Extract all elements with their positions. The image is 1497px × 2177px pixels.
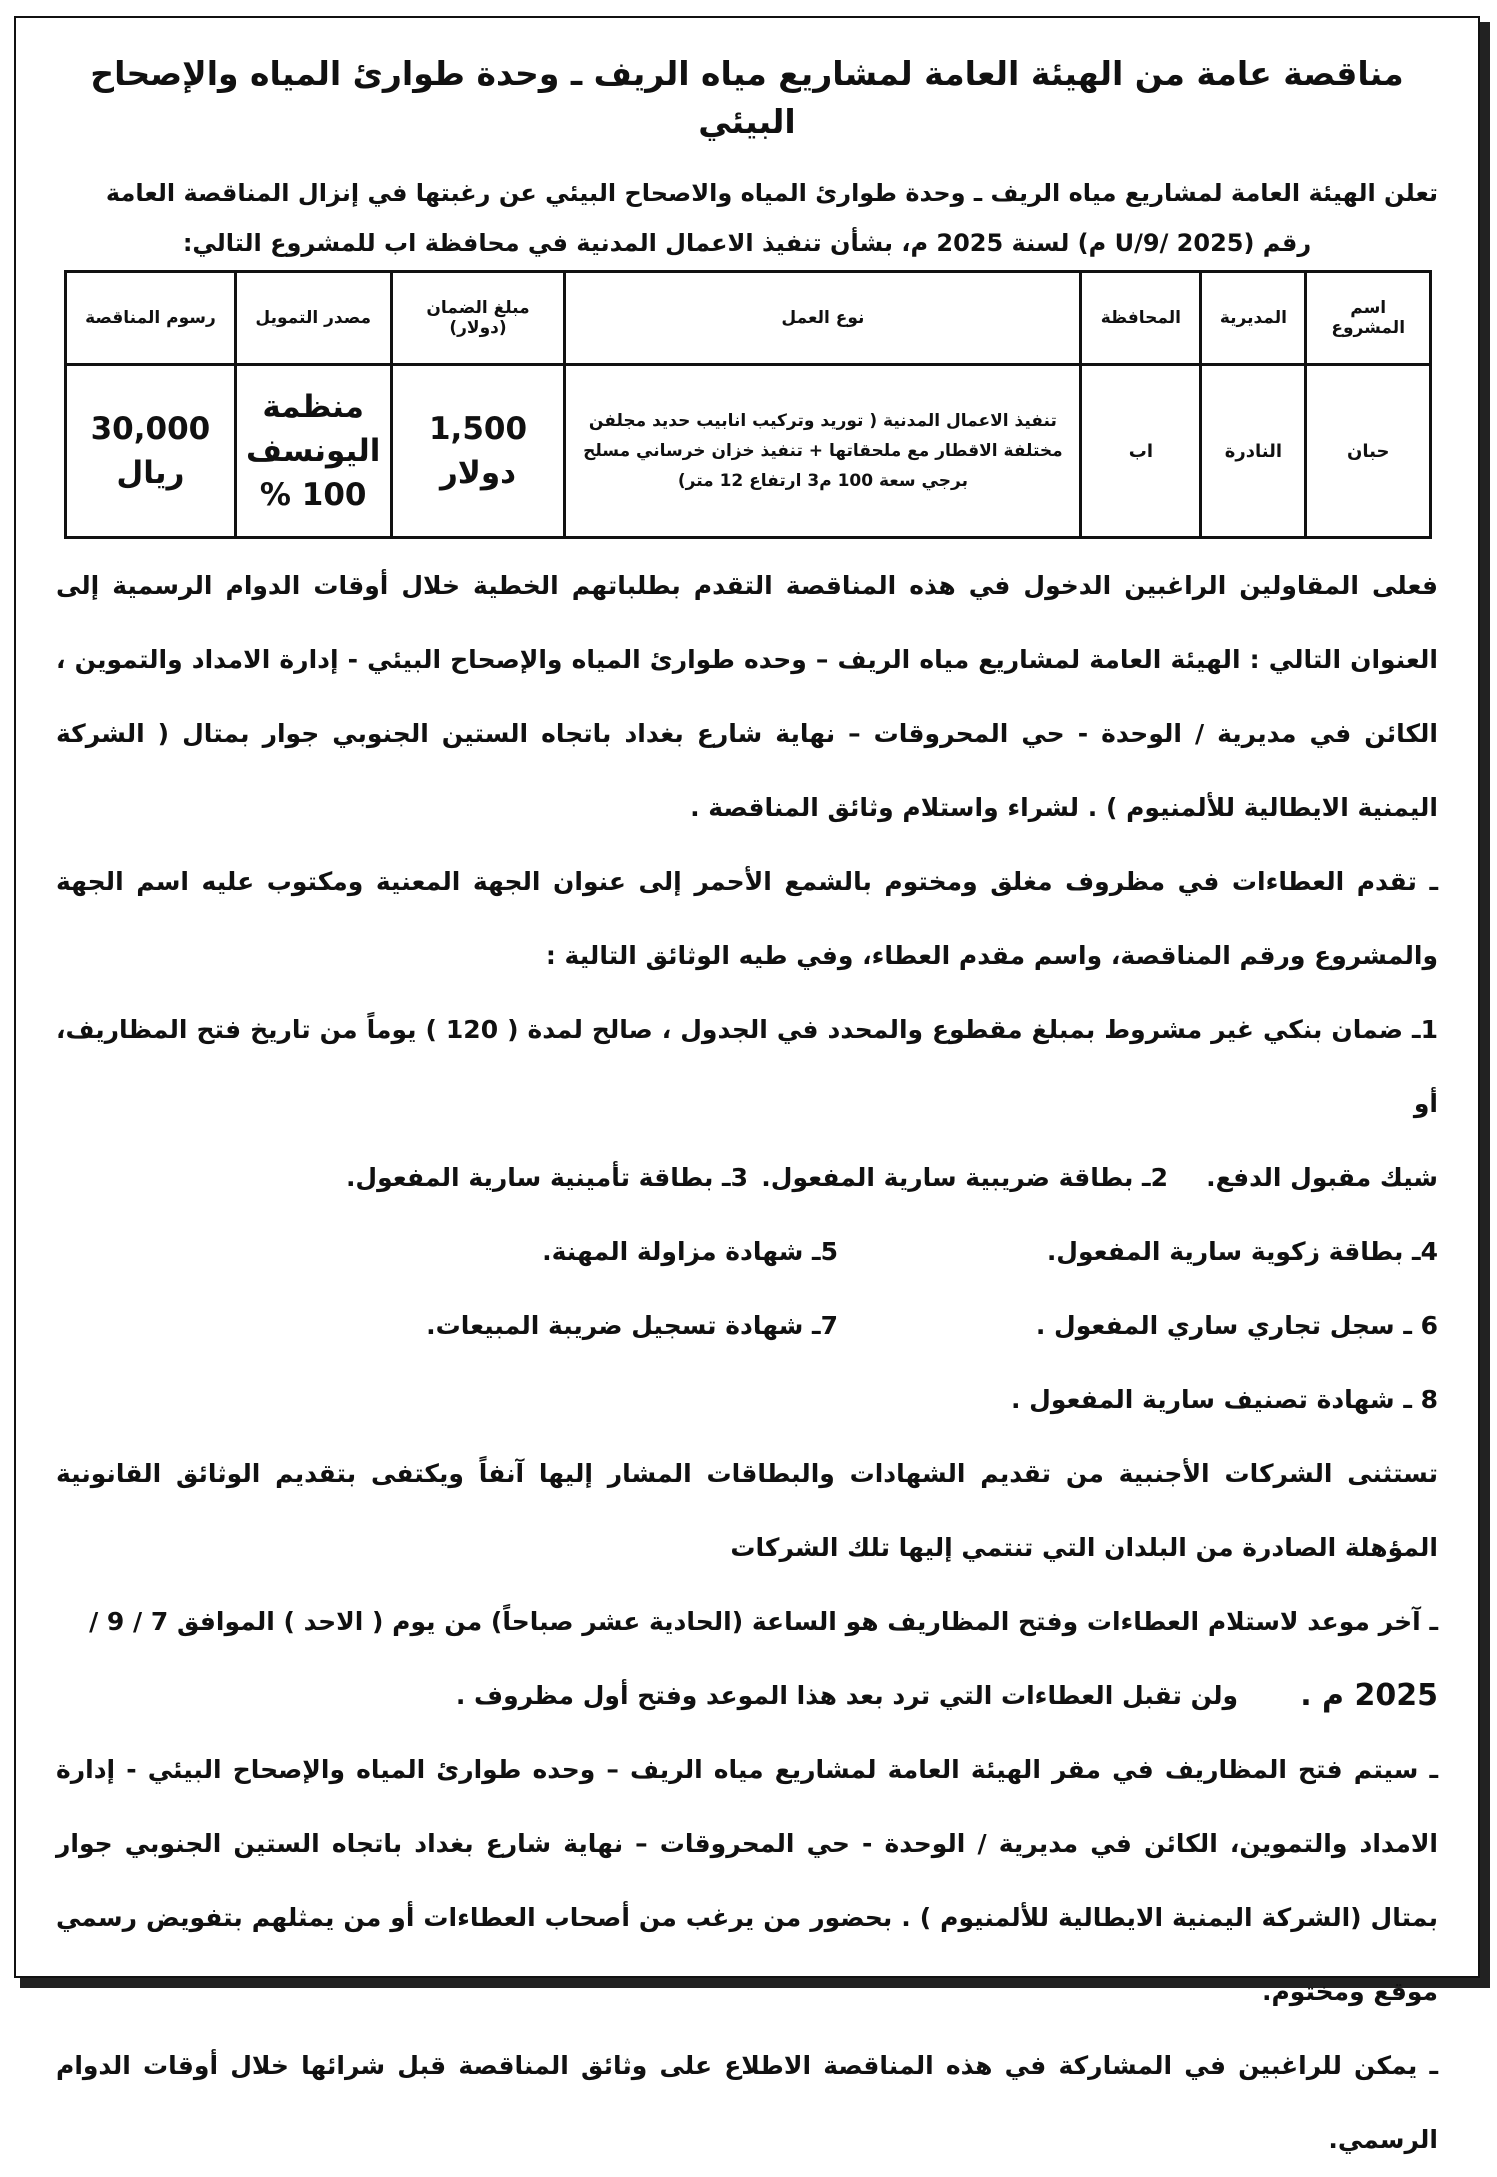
cell-guarantee: 1,500 دولار bbox=[391, 365, 565, 538]
intro-line-1: تعلن الهيئة العامة لمشاريع مياه الريف ـ وحدة طوارئ المياه والاصحاح البيئي عن رغبتها في إنزال المناقصة العامة bbox=[105, 179, 1438, 207]
table-row bbox=[66, 365, 1431, 538]
doc-item-2: 2ـ بطاقة ضريبية سارية المفعول. bbox=[761, 1163, 1168, 1192]
header-funding: مصدر التمويل bbox=[235, 272, 391, 365]
deadline-year: 2025 م . bbox=[1300, 1678, 1438, 1713]
paragraph-opening-envelopes: ـ سيتم فتح المظاريف في مقر الهيئة العامة لمشاريع مياه الريف – وحده طوارئ المياه والإصحاح البيئي - إدارة الامداد والتموين، الكائن في مديرية / الوحدة - حي المحروقات – نهاية شارع بغداد باتجاه الستين الجنوبي جوار بمتال (الشركة اليمنية الايطالية للألمنيوم ) . بحضور من يرغب من أصحاب العطاءات أو من يمثلهم بتفويض رسمي موقع ومختوم. bbox=[56, 1755, 1438, 2006]
doc-item-5: 5ـ شهادة مزاولة المهنة. bbox=[542, 1237, 838, 1266]
deadline-note: ولن تقبل العطاءات التي ترد بعد هذا الموعد وفتح أول مظروف . bbox=[455, 1681, 1238, 1710]
cell-funding: منظمة اليونسف 100 % bbox=[235, 365, 391, 538]
doc-item-4: 4ـ بطاقة زكوية سارية المفعول. bbox=[1046, 1237, 1438, 1266]
header-district: المديرية bbox=[1201, 272, 1306, 365]
header-project: اسم المشروع bbox=[1306, 272, 1431, 365]
doc-row-4 bbox=[56, 1363, 1438, 1437]
table-header-row bbox=[66, 272, 1431, 365]
doc-item-1: 1ـ ضمان بنكي غير مشروط بمبلغ مقطوع والمحدد في الجدول ، صالح لمدة ( 120 ) يوماً من تاريخ فتح المظاريف، أو bbox=[56, 1015, 1438, 1118]
doc-item-6: 6 ـ سجل تجاري ساري المفعول . bbox=[1035, 1311, 1438, 1340]
cell-governorate: اب bbox=[1081, 365, 1201, 538]
header-fees: رسوم المناقصة bbox=[66, 272, 236, 365]
document-content bbox=[56, 38, 1438, 2177]
tender-table bbox=[64, 270, 1432, 539]
header-guarantee: مبلغ الضمان (دولار) bbox=[391, 272, 565, 365]
doc-row-1 bbox=[56, 1141, 1438, 1215]
header-work-type: نوع العمل bbox=[565, 272, 1081, 365]
doc-item-3: 3ـ بطاقة تأمينية سارية المفعول. bbox=[345, 1163, 748, 1192]
doc-item-8: 8 ـ شهادة تصنيف سارية المفعول . bbox=[1010, 1385, 1438, 1414]
paragraph-deadline: ـ آخر موعد لاستلام العطاءات وفتح المظاريف هو الساعة (الحادية عشر صباحاً) من يوم ( الاحد ) الموافق 7 / 9 / bbox=[89, 1607, 1438, 1636]
header-governorate: المحافظة bbox=[1081, 272, 1201, 365]
paragraph-submission-address: فعلى المقاولين الراغبين الدخول في هذه المناقصة التقدم بطلباتهم الخطية خلال أوقات الدوام الرسمية إلى العنوان التالي : الهيئة العامة لمشاريع مياه الريف – وحده طوارئ المياه والإصحاح البيئي - إدارة الامداد والتموين ، الكائن في مديرية / الوحدة - حي المحروقات – نهاية شارع بغداد باتجاه الستين الجنوبي جوار بمتال ( الشركة اليمنية الايطالية للألمنيوم ) . لشراء واستلام وثائق المناقصة . bbox=[56, 571, 1438, 822]
cell-work-type: تنفيذ الاعمال المدنية ( توريد وتركيب انابيب حديد مجلفن مختلفة الاقطار مع ملحقاتها + تنفيذ خزان خرساني مسلح برجي سعة 100 م3 ارتفاع 12 متر) bbox=[565, 365, 1081, 538]
paragraph-foreign-companies: تستثنى الشركات الأجنبية من تقديم الشهادات والبطاقات المشار إليها آنفاً ويكتفى بتقديم الوثائق القانونية المؤهلة الصادرة من البلدان التي تنتمي إليها تلك الشركات bbox=[56, 1459, 1438, 1562]
document-page bbox=[14, 16, 1480, 2154]
doc-row-3 bbox=[56, 1289, 1438, 1363]
doc-row-2 bbox=[56, 1215, 1438, 1289]
doc-item-7: 7ـ شهادة تسجيل ضريبة المبيعات. bbox=[426, 1311, 838, 1340]
intro-line-2: رقم (U/9/ 2025 م) لسنة 2025 م، بشأن تنفيذ الاعمال المدنية في محافظة اب للمشروع التالي: bbox=[182, 229, 1312, 257]
cell-fees: 30,000 ريال bbox=[66, 365, 236, 538]
paragraph-sealed-envelope: ـ تقدم العطاءات في مظروف مغلق ومختوم بالشمع الأحمر إلى عنوان الجهة المعنية ومكتوب عليه اسم الجهة والمشروع ورقم المناقصة، واسم مقدم العطاء، وفي طيه الوثائق التالية : bbox=[56, 867, 1438, 970]
doc-item-1-cont: شيك مقبول الدفع. bbox=[1206, 1163, 1438, 1192]
page-title: مناقصة عامة من الهيئة العامة لمشاريع مياه الريف ـ وحدة طوارئ المياه والإصحاح البيئي bbox=[90, 54, 1404, 141]
paragraph-view-documents: ـ يمكن للراغبين في المشاركة في هذه المناقصة الاطلاع على وثائق المناقصة قبل شرائها خلال أوقات الدوام الرسمي. bbox=[56, 2051, 1438, 2154]
deadline-row bbox=[56, 1659, 1438, 1733]
page-shadow-right bbox=[1480, 22, 1490, 1984]
cell-district: النادرة bbox=[1201, 365, 1306, 538]
cell-project: حبان bbox=[1306, 365, 1431, 538]
